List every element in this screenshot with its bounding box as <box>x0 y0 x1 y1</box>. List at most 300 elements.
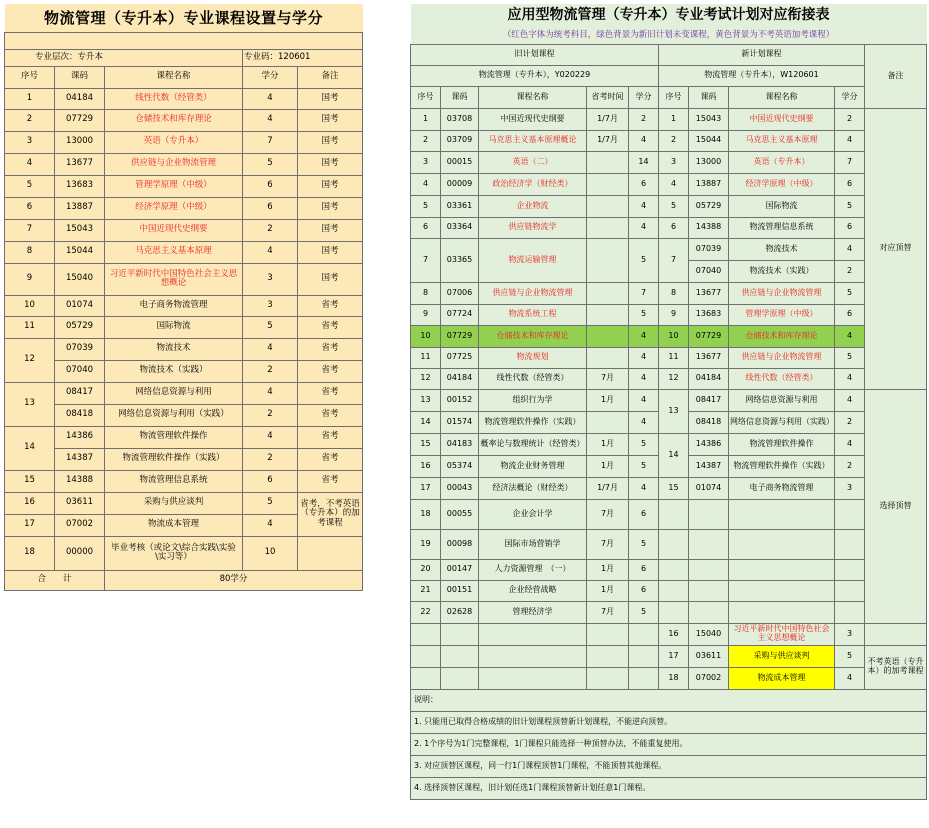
table-row <box>411 130 927 151</box>
old-course-name: 物流系统工程 <box>479 304 587 325</box>
course-code: 08417 <box>55 382 105 404</box>
old-row-number: 11 <box>411 347 441 368</box>
new-row-number: 6 <box>659 217 689 238</box>
new-header-name: 课程名称 <box>729 86 835 108</box>
table-row <box>5 360 363 382</box>
old-course-code: 03361 <box>441 195 479 217</box>
old-course-credit: 14 <box>629 151 659 173</box>
table-row <box>411 195 927 217</box>
course-code: 13677 <box>55 153 105 175</box>
course-code: 00000 <box>55 536 105 570</box>
new-course-name: 采购与供应谈判 <box>729 645 835 667</box>
new-course-name: 国际物流 <box>729 195 835 217</box>
course-name: 物流管理软件操作（实践） <box>105 448 243 470</box>
new-course-credit: 2 <box>835 108 865 130</box>
old-course-name: 物流运输管理 <box>479 238 587 282</box>
new-course-credit: 5 <box>835 195 865 217</box>
old-course-credit: 4 <box>629 477 659 499</box>
new-course-credit: 5 <box>835 282 865 304</box>
old-course-code: 03709 <box>441 130 479 151</box>
course-code: 14386 <box>55 426 105 448</box>
new-course-name: 供应链与企业物流管理 <box>729 347 835 368</box>
new-course-name: 物流技术 <box>729 238 835 260</box>
note-item: 4. 选择顶替区课程，旧计划任选1门课程顶替新计划任意1门课程。 <box>411 777 927 799</box>
old-empty <box>587 623 629 645</box>
row-number: 8 <box>5 241 55 263</box>
course-name: 国际物流 <box>105 316 243 338</box>
old-course-code: 00015 <box>441 151 479 173</box>
header-credit: 学分 <box>243 66 298 88</box>
course-note: 国考 <box>298 109 363 131</box>
course-credit: 6 <box>243 470 298 492</box>
course-code: 15044 <box>55 241 105 263</box>
course-name: 中国近现代史纲要 <box>105 219 243 241</box>
new-row-number: 14 <box>659 433 689 477</box>
old-empty <box>629 623 659 645</box>
new-plan-label: 新计划课程 <box>659 44 865 65</box>
new-empty <box>729 580 835 601</box>
new-course-code: 07039 <box>689 238 729 260</box>
old-course-code: 00152 <box>441 389 479 411</box>
row-number: 10 <box>5 295 55 316</box>
old-course-code: 05374 <box>441 455 479 477</box>
old-exam-time: 1月 <box>587 580 629 601</box>
old-exam-time: 1月 <box>587 559 629 580</box>
old-empty <box>411 667 441 689</box>
old-course-code: 07724 <box>441 304 479 325</box>
note-item: 1. 只能用已取得合格成绩的旧计划课程顶替新计划课程，不能逆向顶替。 <box>411 711 927 733</box>
new-row-number: 12 <box>659 368 689 389</box>
old-exam-time <box>587 195 629 217</box>
course-code: 08418 <box>55 404 105 426</box>
course-credit: 2 <box>243 404 298 426</box>
course-credit: 3 <box>243 295 298 316</box>
old-exam-time: 7月 <box>587 601 629 623</box>
old-course-name: 仓储技术和库存理论 <box>479 325 587 347</box>
new-course-credit: 4 <box>835 667 865 689</box>
course-code: 14387 <box>55 448 105 470</box>
old-row-number: 20 <box>411 559 441 580</box>
old-course-credit: 5 <box>629 238 659 282</box>
new-empty <box>835 559 865 580</box>
new-course-code: 13683 <box>689 304 729 325</box>
new-course-credit: 4 <box>835 389 865 411</box>
new-row-number: 1 <box>659 108 689 130</box>
old-course-credit: 4 <box>629 130 659 151</box>
new-row-number: 9 <box>659 304 689 325</box>
course-credit-table <box>4 4 363 591</box>
new-course-code: 07002 <box>689 667 729 689</box>
table-row <box>5 448 363 470</box>
table-row <box>411 282 927 304</box>
course-credit: 5 <box>243 316 298 338</box>
new-row-number: 17 <box>659 645 689 667</box>
course-note: 国考 <box>298 263 363 295</box>
new-empty <box>835 499 865 529</box>
old-course-credit: 7 <box>629 282 659 304</box>
new-course-code: 15040 <box>689 623 729 645</box>
course-code: 04184 <box>55 88 105 109</box>
table-row <box>411 580 927 601</box>
table-row <box>5 175 363 197</box>
old-exam-time: 7月 <box>587 368 629 389</box>
new-course-code: 04184 <box>689 368 729 389</box>
old-course-credit: 4 <box>629 368 659 389</box>
table-row <box>5 404 363 426</box>
old-empty <box>587 667 629 689</box>
old-course-name: 中国近现代史纲要 <box>479 108 587 130</box>
new-course-credit: 5 <box>835 347 865 368</box>
new-header-credit: 学分 <box>835 86 865 108</box>
new-course-name: 马克思主义基本原理 <box>729 130 835 151</box>
old-row-number: 6 <box>411 217 441 238</box>
row-number: 17 <box>5 514 55 536</box>
header-note: 备注 <box>298 66 363 88</box>
course-name: 物流技术（实践） <box>105 360 243 382</box>
old-course-name: 物流规划 <box>479 347 587 368</box>
course-code: 15040 <box>55 263 105 295</box>
new-course-credit: 4 <box>835 325 865 347</box>
old-exam-time: 7月 <box>587 529 629 559</box>
table-row <box>5 382 363 404</box>
old-exam-time: 1/7月 <box>587 477 629 499</box>
new-course-code: 07040 <box>689 260 729 282</box>
course-note: 省考 <box>298 470 363 492</box>
old-row-number: 5 <box>411 195 441 217</box>
new-empty <box>835 580 865 601</box>
table-row <box>411 477 927 499</box>
header-code: 课码 <box>55 66 105 88</box>
old-exam-time <box>587 411 629 433</box>
old-row-number: 12 <box>411 368 441 389</box>
row-number: 7 <box>5 219 55 241</box>
remark-extra-exam: 不考英语（专升本）的加考课程 <box>865 645 927 689</box>
course-name: 毕业考核（或论文\综合实践\实验\实习等） <box>105 536 243 570</box>
table-row <box>5 536 363 570</box>
table-row <box>5 131 363 153</box>
course-name: 仓储技术和库存理论 <box>105 109 243 131</box>
new-course-credit: 4 <box>835 130 865 151</box>
right-table-title: 应用型物流管理（专升本）专业考试计划对应衔接表 <box>411 4 927 28</box>
row-number: 2 <box>5 109 55 131</box>
old-course-credit: 6 <box>629 580 659 601</box>
new-course-credit: 4 <box>835 368 865 389</box>
course-credit: 4 <box>243 109 298 131</box>
old-course-credit: 4 <box>629 325 659 347</box>
table-row <box>5 426 363 448</box>
new-course-name: 物流管理信息系统 <box>729 217 835 238</box>
plan-mapping-table <box>410 4 927 800</box>
course-credit: 2 <box>243 360 298 382</box>
row-number: 15 <box>5 470 55 492</box>
new-course-credit: 4 <box>835 433 865 455</box>
old-row-number: 15 <box>411 433 441 455</box>
old-course-name: 国际市场营销学 <box>479 529 587 559</box>
old-exam-time <box>587 347 629 368</box>
old-row-number: 22 <box>411 601 441 623</box>
table-row <box>411 108 927 130</box>
notes-title: 说明： <box>411 689 927 711</box>
course-credit: 3 <box>243 263 298 295</box>
course-note: 国考 <box>298 241 363 263</box>
table-row <box>411 529 927 559</box>
table-row <box>5 241 363 263</box>
new-row-number: 11 <box>659 347 689 368</box>
old-row-number: 4 <box>411 173 441 195</box>
old-course-credit: 6 <box>629 559 659 580</box>
old-course-credit: 4 <box>629 411 659 433</box>
course-name: 物流管理软件操作 <box>105 426 243 448</box>
old-course-credit: 6 <box>629 173 659 195</box>
new-course-code: 07729 <box>689 325 729 347</box>
new-course-name: 供应链与企业物流管理 <box>729 282 835 304</box>
old-course-code: 04183 <box>441 433 479 455</box>
course-note: 省考 <box>298 448 363 470</box>
total-label: 合 计 <box>5 570 105 590</box>
new-course-credit: 3 <box>835 477 865 499</box>
course-note: 省考 <box>298 360 363 382</box>
course-note: 国考 <box>298 197 363 219</box>
table-row <box>5 492 363 514</box>
new-course-code: 14387 <box>689 455 729 477</box>
old-course-name: 英语（二） <box>479 151 587 173</box>
new-course-name: 仓储技术和库存理论 <box>729 325 835 347</box>
row-number: 12 <box>5 338 55 382</box>
old-course-credit: 5 <box>629 304 659 325</box>
old-course-credit: 5 <box>629 529 659 559</box>
new-empty <box>689 499 729 529</box>
old-header-time: 省考时间 <box>587 86 629 108</box>
old-exam-time: 1月 <box>587 433 629 455</box>
new-empty <box>729 529 835 559</box>
course-code: 13683 <box>55 175 105 197</box>
old-exam-time <box>587 282 629 304</box>
course-credit: 4 <box>243 426 298 448</box>
new-empty <box>689 559 729 580</box>
old-course-name: 企业经营战略 <box>479 580 587 601</box>
old-exam-time <box>587 173 629 195</box>
note-item: 2. 1个序号为1门完整课程，1门课程只能选择一种顶替办法，不能重复使用。 <box>411 733 927 755</box>
old-empty <box>629 667 659 689</box>
new-course-credit: 4 <box>835 238 865 260</box>
course-code: 01074 <box>55 295 105 316</box>
row-number: 3 <box>5 131 55 153</box>
course-credit: 5 <box>243 153 298 175</box>
old-course-credit: 6 <box>629 499 659 529</box>
course-name: 经济学原理（中级） <box>105 197 243 219</box>
new-course-name: 管理学原理（中级） <box>729 304 835 325</box>
old-course-code: 00043 <box>441 477 479 499</box>
course-credit: 6 <box>243 197 298 219</box>
old-course-credit: 4 <box>629 217 659 238</box>
course-credit: 6 <box>243 175 298 197</box>
old-course-code: 00098 <box>441 529 479 559</box>
course-note: 国考 <box>298 175 363 197</box>
new-course-name: 习近平新时代中国特色社会主义思想概论 <box>729 623 835 645</box>
new-course-code: 05729 <box>689 195 729 217</box>
old-exam-time <box>587 304 629 325</box>
course-code: 15043 <box>55 219 105 241</box>
new-empty <box>659 559 689 580</box>
old-course-name: 概率论与数理统计（经管类） <box>479 433 587 455</box>
new-empty <box>729 601 835 623</box>
new-empty <box>835 529 865 559</box>
new-course-name: 网络信息资源与利用 <box>729 389 835 411</box>
old-exam-time: 1月 <box>587 389 629 411</box>
new-course-name: 物流管理软件操作 <box>729 433 835 455</box>
level-label: 专业层次：专升本 <box>5 49 243 66</box>
course-code: 05729 <box>55 316 105 338</box>
new-row-number: 5 <box>659 195 689 217</box>
new-course-code: 13677 <box>689 282 729 304</box>
new-row-number: 2 <box>659 130 689 151</box>
old-course-credit: 4 <box>629 195 659 217</box>
old-exam-time <box>587 217 629 238</box>
old-course-code: 03364 <box>441 217 479 238</box>
remark-header: 备注 <box>865 44 927 108</box>
new-course-credit: 2 <box>835 411 865 433</box>
old-course-code: 01574 <box>441 411 479 433</box>
old-header-name: 课程名称 <box>479 86 587 108</box>
table-row <box>5 88 363 109</box>
new-header-code: 课码 <box>689 86 729 108</box>
new-course-credit: 6 <box>835 304 865 325</box>
old-empty <box>479 623 587 645</box>
course-note <box>298 536 363 570</box>
old-course-name: 供应链物流学 <box>479 217 587 238</box>
course-name: 习近平新时代中国特色社会主义思想概论 <box>105 263 243 295</box>
old-empty <box>479 667 587 689</box>
total-value: 80学分 <box>105 570 363 590</box>
row-number: 13 <box>5 382 55 426</box>
new-course-name: 英语（专升本） <box>729 151 835 173</box>
new-course-credit: 2 <box>835 260 865 282</box>
new-empty <box>689 529 729 559</box>
new-row-number: 16 <box>659 623 689 645</box>
note-extra-exam: 省考，不考英语（专升本）的加考课程 <box>298 492 363 536</box>
new-course-code: 13887 <box>689 173 729 195</box>
table-row <box>411 304 927 325</box>
old-plan-name: 物流管理（专升本），Y020229 <box>411 65 659 86</box>
course-code: 07040 <box>55 360 105 382</box>
old-row-number: 17 <box>411 477 441 499</box>
old-empty <box>411 645 441 667</box>
table-row <box>5 295 363 316</box>
table-row <box>5 153 363 175</box>
course-note: 国考 <box>298 219 363 241</box>
new-empty <box>659 580 689 601</box>
old-course-code: 02628 <box>441 601 479 623</box>
row-number: 9 <box>5 263 55 295</box>
old-course-code: 03708 <box>441 108 479 130</box>
old-course-name: 企业会计学 <box>479 499 587 529</box>
course-code: 07002 <box>55 514 105 536</box>
new-header-no: 序号 <box>659 86 689 108</box>
old-course-code: 07006 <box>441 282 479 304</box>
row-number: 4 <box>5 153 55 175</box>
old-exam-time: 1/7月 <box>587 108 629 130</box>
new-course-name: 物流成本管理 <box>729 667 835 689</box>
row-number: 1 <box>5 88 55 109</box>
new-row-number: 18 <box>659 667 689 689</box>
old-row-number: 18 <box>411 499 441 529</box>
new-course-code: 13677 <box>689 347 729 368</box>
course-credit: 4 <box>243 338 298 360</box>
old-course-code: 03365 <box>441 238 479 282</box>
old-course-code: 07729 <box>441 325 479 347</box>
course-note: 省考 <box>298 338 363 360</box>
table-row <box>411 173 927 195</box>
old-exam-time: 7月 <box>587 499 629 529</box>
new-course-code: 03611 <box>689 645 729 667</box>
new-course-credit: 7 <box>835 151 865 173</box>
new-course-name: 物流技术（实践） <box>729 260 835 282</box>
course-name: 线性代数（经管类） <box>105 88 243 109</box>
old-exam-time <box>587 325 629 347</box>
old-course-name: 经济法概论（财经类） <box>479 477 587 499</box>
new-empty <box>689 580 729 601</box>
old-course-code: 00151 <box>441 580 479 601</box>
old-row-number: 19 <box>411 529 441 559</box>
table-row <box>5 316 363 338</box>
table-row <box>411 151 927 173</box>
course-code: 03611 <box>55 492 105 514</box>
new-row-number: 13 <box>659 389 689 433</box>
old-exam-time <box>587 151 629 173</box>
old-course-code: 00009 <box>441 173 479 195</box>
course-credit: 4 <box>243 514 298 536</box>
course-name: 电子商务物流管理 <box>105 295 243 316</box>
table-row <box>5 470 363 492</box>
course-name: 采购与供应谈判 <box>105 492 243 514</box>
old-row-number: 9 <box>411 304 441 325</box>
new-course-name: 中国近现代史纲要 <box>729 108 835 130</box>
old-course-credit: 2 <box>629 108 659 130</box>
course-note: 国考 <box>298 88 363 109</box>
old-empty <box>441 667 479 689</box>
course-credit: 2 <box>243 219 298 241</box>
new-course-credit: 3 <box>835 623 865 645</box>
new-course-credit: 6 <box>835 173 865 195</box>
table-row <box>5 219 363 241</box>
new-empty <box>729 559 835 580</box>
course-credit: 2 <box>243 448 298 470</box>
new-course-code: 14386 <box>689 433 729 455</box>
course-name: 物流成本管理 <box>105 514 243 536</box>
course-credit: 10 <box>243 536 298 570</box>
table-row <box>411 559 927 580</box>
new-plan-name: 物流管理（专升本），W120601 <box>659 65 865 86</box>
course-note: 省考 <box>298 404 363 426</box>
course-name: 英语（专升本） <box>105 131 243 153</box>
new-row-number: 3 <box>659 151 689 173</box>
new-empty <box>659 529 689 559</box>
old-course-name: 马克思主义基本原理概论 <box>479 130 587 151</box>
course-credit: 7 <box>243 131 298 153</box>
new-course-name: 电子商务物流管理 <box>729 477 835 499</box>
new-course-code: 01074 <box>689 477 729 499</box>
old-course-name: 物流管理软件操作（实践） <box>479 411 587 433</box>
course-name: 物流技术 <box>105 338 243 360</box>
remark-empty <box>865 623 927 645</box>
table-row <box>5 109 363 131</box>
table-row <box>411 645 927 667</box>
new-course-code: 15044 <box>689 130 729 151</box>
row-number: 18 <box>5 536 55 570</box>
row-number: 16 <box>5 492 55 514</box>
old-row-number: 13 <box>411 389 441 411</box>
old-row-number: 16 <box>411 455 441 477</box>
